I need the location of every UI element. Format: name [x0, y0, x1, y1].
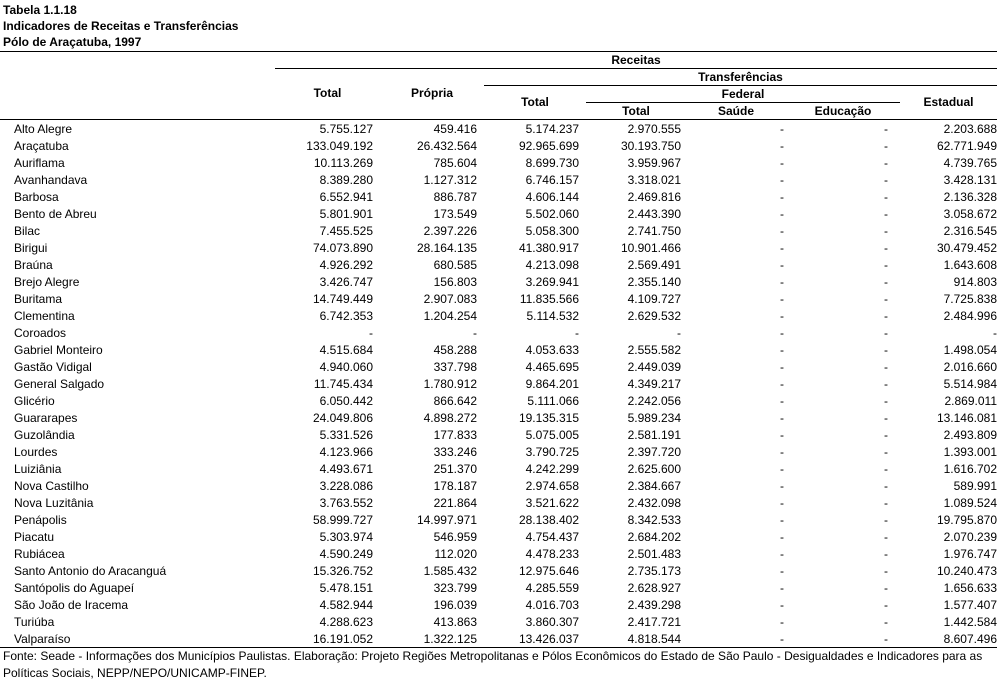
- header-total: Total: [313, 86, 342, 100]
- transferencias-total-cell: 5.114.532: [526, 309, 579, 323]
- municipality-cell: Alto Alegre: [14, 122, 73, 136]
- educacao-cell: -: [884, 360, 888, 374]
- table-row: [0, 172, 997, 189]
- total-cell: 6.742.353: [319, 309, 373, 323]
- saude-cell: -: [780, 258, 784, 272]
- transferencias-total-cell: 4.016.703: [525, 598, 579, 612]
- propria-cell: 196.039: [433, 598, 477, 612]
- federal-total-cell: -: [677, 326, 681, 340]
- table-title: Indicadores de Receitas e Transferências: [3, 19, 239, 33]
- table-row: [0, 291, 997, 308]
- propria-cell: 458.288: [433, 343, 477, 357]
- propria-cell: 459.416: [433, 122, 477, 136]
- propria-cell: 4.898.272: [423, 411, 477, 425]
- table-row: [0, 461, 997, 478]
- propria-cell: 173.549: [433, 207, 477, 221]
- total-cell: 7.455.525: [319, 224, 373, 238]
- saude-cell: -: [780, 598, 784, 612]
- federal-total-cell: 5.989.234: [627, 411, 681, 425]
- federal-total-cell: 2.555.582: [627, 343, 681, 357]
- table-row: [0, 376, 997, 393]
- table-row: [0, 631, 997, 648]
- table-row: [0, 597, 997, 614]
- estadual-cell: 914.803: [953, 275, 997, 289]
- federal-total-cell: 2.735.173: [627, 564, 681, 578]
- municipality-cell: Nova Castilho: [14, 479, 89, 493]
- total-cell: 6.552.941: [319, 190, 373, 204]
- transferencias-total-cell: 12.975.646: [518, 564, 579, 578]
- municipality-cell: Lourdes: [14, 445, 58, 459]
- total-cell: 14.749.449: [312, 292, 373, 306]
- table-row: [0, 393, 997, 410]
- total-cell: 4.940.060: [319, 360, 373, 374]
- federal-total-cell: 3.959.967: [627, 156, 681, 170]
- table-row: [0, 427, 997, 444]
- municipality-cell: Barbosa: [14, 190, 59, 204]
- educacao-cell: -: [884, 394, 888, 408]
- transferencias-total-cell: 4.754.437: [525, 530, 579, 544]
- saude-cell: -: [780, 479, 784, 493]
- transferencias-total-cell: 2.974.658: [525, 479, 579, 493]
- total-cell: 74.073.890: [312, 241, 373, 255]
- federal-total-cell: 2.741.750: [627, 224, 681, 238]
- educacao-cell: -: [884, 530, 888, 544]
- federal-total-cell: 2.684.202: [627, 530, 681, 544]
- municipality-cell: São João de Iracema: [14, 598, 129, 612]
- estadual-cell: 1.442.584: [943, 615, 997, 629]
- educacao-cell: -: [884, 326, 888, 340]
- propria-cell: 26.432.564: [416, 139, 477, 153]
- saude-cell: -: [780, 513, 784, 527]
- municipality-cell: Coroados: [14, 326, 67, 340]
- header-transferencias-total: Total: [521, 95, 549, 109]
- propria-cell: 177.833: [433, 428, 477, 442]
- federal-total-cell: 10.901.466: [620, 241, 681, 255]
- total-cell: 3.763.552: [319, 496, 373, 510]
- educacao-cell: -: [884, 258, 888, 272]
- estadual-cell: 1.643.608: [943, 258, 997, 272]
- estadual-cell: 19.795.870: [936, 513, 997, 527]
- educacao-cell: -: [884, 122, 888, 136]
- table-row: [0, 444, 997, 461]
- total-cell: 4.493.671: [319, 462, 373, 476]
- transferencias-total-cell: 5.075.005: [525, 428, 579, 442]
- educacao-cell: -: [884, 547, 888, 561]
- estadual-cell: 3.058.672: [943, 207, 997, 221]
- propria-cell: -: [473, 326, 477, 340]
- propria-cell: 866.642: [433, 394, 477, 408]
- transferencias-total-cell: 3.521.622: [525, 496, 579, 510]
- header-estadual: Estadual: [923, 95, 974, 109]
- propria-cell: 785.604: [433, 156, 477, 170]
- transferencias-total-cell: -: [575, 326, 579, 340]
- saude-cell: -: [780, 496, 784, 510]
- propria-cell: 156.803: [433, 275, 477, 289]
- estadual-cell: 3.428.131: [943, 173, 997, 187]
- table-row: [0, 308, 997, 325]
- estadual-cell: 1.498.054: [943, 343, 997, 357]
- saude-cell: -: [780, 547, 784, 561]
- saude-cell: -: [780, 581, 784, 595]
- municipality-cell: Gastão Vidigal: [14, 360, 92, 374]
- federal-total-cell: 3.318.021: [627, 173, 681, 187]
- estadual-cell: 1.089.524: [943, 496, 997, 510]
- total-cell: 11.745.434: [313, 377, 373, 391]
- municipality-cell: Gabriel Monteiro: [14, 343, 103, 357]
- federal-total-cell: 2.443.390: [627, 207, 681, 221]
- total-cell: 16.191.052: [312, 632, 373, 646]
- header-federal-total: Total: [622, 104, 650, 118]
- saude-cell: -: [780, 445, 784, 459]
- transferencias-total-cell: 4.606.144: [525, 190, 579, 204]
- propria-cell: 251.370: [433, 462, 477, 476]
- educacao-cell: -: [884, 598, 888, 612]
- municipality-cell: Avanhandava: [14, 173, 88, 187]
- table-row: [0, 257, 997, 274]
- educacao-cell: -: [884, 581, 888, 595]
- transferencias-total-cell: 4.465.695: [525, 360, 579, 374]
- propria-cell: 112.020: [434, 547, 477, 561]
- municipality-cell: Bilac: [14, 224, 41, 238]
- federal-total-cell: 2.417.721: [627, 615, 681, 629]
- federal-total-cell: 2.569.491: [627, 258, 681, 272]
- transferencias-total-cell: 3.269.941: [525, 275, 579, 289]
- saude-cell: -: [780, 428, 784, 442]
- estadual-cell: 4.739.765: [943, 156, 997, 170]
- table-number: Tabela 1.1.18: [3, 3, 77, 17]
- transferencias-total-cell: 5.502.060: [525, 207, 579, 221]
- propria-cell: 2.397.226: [423, 224, 477, 238]
- estadual-cell: 2.203.688: [943, 122, 997, 136]
- municipality-cell: Piacatu: [14, 530, 55, 544]
- transferencias-total-cell: 19.135.315: [518, 411, 579, 425]
- table-row: [0, 614, 997, 631]
- municipality-cell: Luiziânia: [14, 462, 62, 476]
- table-body: [0, 121, 997, 648]
- educacao-cell: -: [884, 632, 888, 646]
- header-federal: Federal: [721, 87, 765, 101]
- estadual-cell: 2.869.011: [944, 394, 997, 408]
- estadual-cell: 2.484.996: [943, 309, 997, 323]
- saude-cell: -: [780, 207, 784, 221]
- educacao-cell: -: [884, 241, 888, 255]
- transferencias-total-cell: 5.174.237: [525, 122, 579, 136]
- table-row: [0, 529, 997, 546]
- propria-cell: 323.799: [433, 581, 477, 595]
- header-propria: Própria: [410, 86, 453, 100]
- federal-total-cell: 4.109.727: [627, 292, 681, 306]
- table-row: [0, 359, 997, 376]
- municipality-cell: General Salgado: [14, 377, 105, 391]
- total-cell: 133.049.192: [306, 139, 373, 153]
- total-cell: 8.389.280: [319, 173, 373, 187]
- estadual-cell: 30.479.452: [936, 241, 997, 255]
- educacao-cell: -: [884, 615, 888, 629]
- transferencias-total-cell: 41.380.917: [518, 241, 579, 255]
- total-cell: 5.755.127: [319, 122, 373, 136]
- municipality-cell: Clementina: [14, 309, 75, 323]
- educacao-cell: -: [884, 377, 888, 391]
- header-educacao: Educação: [814, 104, 872, 118]
- propria-cell: 178.187: [433, 479, 477, 493]
- educacao-cell: -: [884, 190, 888, 204]
- table-row: [0, 121, 997, 138]
- transferencias-total-cell: 4.053.633: [525, 343, 579, 357]
- educacao-cell: -: [884, 139, 888, 153]
- transferencias-total-cell: 4.285.559: [525, 581, 579, 595]
- educacao-cell: -: [884, 462, 888, 476]
- educacao-cell: -: [884, 156, 888, 170]
- saude-cell: -: [780, 377, 784, 391]
- saude-cell: -: [780, 241, 784, 255]
- educacao-cell: -: [884, 428, 888, 442]
- table-row: [0, 206, 997, 223]
- total-cell: 5.801.901: [319, 207, 373, 221]
- propria-cell: 680.585: [433, 258, 477, 272]
- transferencias-total-cell: 92.965.699: [518, 139, 579, 153]
- header-receitas: Receitas: [611, 53, 661, 67]
- municipality-cell: Auriflama: [14, 156, 65, 170]
- table-row: [0, 512, 997, 529]
- total-cell: 5.303.974: [319, 530, 373, 544]
- educacao-cell: -: [884, 292, 888, 306]
- federal-total-cell: 2.628.927: [627, 581, 681, 595]
- table-row: [0, 325, 997, 342]
- educacao-cell: -: [884, 445, 888, 459]
- table-row: [0, 580, 997, 597]
- federal-total-cell: 4.818.544: [627, 632, 681, 646]
- estadual-cell: 8.607.496: [943, 632, 997, 646]
- transferencias-total-cell: 5.058.300: [525, 224, 579, 238]
- estadual-cell: 5.514.984: [943, 377, 997, 391]
- estadual-cell: 2.070.239: [943, 530, 997, 544]
- federal-total-cell: 2.355.140: [627, 275, 681, 289]
- transferencias-total-cell: 3.790.725: [525, 445, 579, 459]
- total-cell: 4.582.944: [319, 598, 373, 612]
- saude-cell: -: [780, 156, 784, 170]
- propria-cell: 886.787: [433, 190, 477, 204]
- federal-total-cell: 30.193.750: [620, 139, 681, 153]
- total-cell: 3.426.747: [319, 275, 373, 289]
- saude-cell: -: [780, 224, 784, 238]
- total-cell: 5.478.151: [319, 581, 373, 595]
- educacao-cell: -: [884, 343, 888, 357]
- saude-cell: -: [780, 139, 784, 153]
- educacao-cell: -: [884, 479, 888, 493]
- municipality-cell: Guzolândia: [14, 428, 75, 442]
- federal-total-cell: 4.349.217: [627, 377, 681, 391]
- educacao-cell: -: [884, 411, 888, 425]
- total-cell: 4.926.292: [319, 258, 373, 272]
- federal-total-cell: 2.469.816: [627, 190, 681, 204]
- estadual-cell: 2.316.545: [943, 224, 997, 238]
- federal-total-cell: 2.581.191: [627, 428, 681, 442]
- federal-total-cell: 2.242.056: [627, 394, 681, 408]
- total-cell: 4.288.623: [319, 615, 373, 629]
- estadual-cell: 1.393.001: [943, 445, 997, 459]
- total-cell: 3.228.086: [319, 479, 373, 493]
- saude-cell: -: [780, 343, 784, 357]
- table-row: [0, 478, 997, 495]
- saude-cell: -: [780, 394, 784, 408]
- estadual-cell: 10.240.473: [936, 564, 997, 578]
- transferencias-total-cell: 3.860.307: [525, 615, 579, 629]
- table-row: [0, 155, 997, 172]
- educacao-cell: -: [884, 275, 888, 289]
- saude-cell: -: [780, 564, 784, 578]
- saude-cell: -: [780, 309, 784, 323]
- educacao-cell: -: [884, 496, 888, 510]
- municipality-cell: Buritama: [14, 292, 63, 306]
- federal-total-cell: 2.384.667: [627, 479, 681, 493]
- saude-cell: -: [780, 615, 784, 629]
- total-cell: -: [369, 326, 373, 340]
- federal-total-cell: 2.449.039: [627, 360, 681, 374]
- transferencias-total-cell: 4.242.299: [525, 462, 579, 476]
- saude-cell: -: [780, 173, 784, 187]
- estadual-cell: 1.656.633: [943, 581, 997, 595]
- municipality-cell: Brejo Alegre: [14, 275, 80, 289]
- table-row: [0, 342, 997, 359]
- saude-cell: -: [780, 292, 784, 306]
- municipality-cell: Araçatuba: [14, 139, 69, 153]
- total-cell: 10.113.269: [313, 156, 373, 170]
- total-cell: 4.515.684: [319, 343, 373, 357]
- source-note: Fonte: Seade - Informações dos Municípios Paulistas. Elaboração: Projeto Regiões Metropolitanas e Pólos Econômicos do Estado de São Paulo - Desigualdades e Indicadores para as Políticas Sociais, NEPP/NEPO/UNICAMP-FINEP.: [3, 649, 983, 680]
- estadual-cell: 2.493.809: [943, 428, 997, 442]
- propria-cell: 14.997.971: [416, 513, 477, 527]
- table-row: [0, 223, 997, 240]
- municipality-cell: Valparaíso: [14, 632, 71, 646]
- header-transferencias: Transferências: [698, 70, 783, 84]
- municipality-cell: Santópolis do Aguapeí: [14, 581, 135, 595]
- propria-cell: 333.246: [433, 445, 477, 459]
- educacao-cell: -: [884, 224, 888, 238]
- saude-cell: -: [780, 462, 784, 476]
- transferencias-total-cell: 4.213.098: [525, 258, 579, 272]
- saude-cell: -: [780, 275, 784, 289]
- table-row: [0, 138, 997, 155]
- table-row: [0, 495, 997, 512]
- transferencias-total-cell: 5.111.066: [527, 394, 579, 408]
- estadual-cell: 1.616.702: [943, 462, 997, 476]
- saude-cell: -: [780, 122, 784, 136]
- estadual-cell: 589.991: [953, 479, 997, 493]
- transferencias-total-cell: 9.864.201: [525, 377, 579, 391]
- municipality-cell: Glicério: [14, 394, 55, 408]
- total-cell: 4.590.249: [319, 547, 373, 561]
- educacao-cell: -: [884, 173, 888, 187]
- total-cell: 6.050.442: [319, 394, 373, 408]
- propria-cell: 2.907.083: [423, 292, 477, 306]
- total-cell: 15.326.752: [312, 564, 373, 578]
- propria-cell: 337.798: [433, 360, 477, 374]
- saude-cell: -: [780, 530, 784, 544]
- municipality-cell: Guararapes: [14, 411, 78, 425]
- table-subtitle: Pólo de Araçatuba, 1997: [3, 35, 142, 49]
- transferencias-total-cell: 8.699.730: [525, 156, 579, 170]
- federal-total-cell: 8.342.533: [627, 513, 681, 527]
- transferencias-total-cell: 28.138.402: [518, 513, 579, 527]
- saude-cell: -: [780, 190, 784, 204]
- federal-total-cell: 2.625.600: [627, 462, 681, 476]
- federal-total-cell: 2.629.532: [627, 309, 681, 323]
- saude-cell: -: [780, 360, 784, 374]
- federal-total-cell: 2.970.555: [627, 122, 681, 136]
- educacao-cell: -: [884, 309, 888, 323]
- table-row: [0, 274, 997, 291]
- saude-cell: -: [780, 326, 784, 340]
- header-saude: Saúde: [717, 104, 754, 118]
- estadual-cell: 1.577.407: [943, 598, 997, 612]
- municipality-cell: Turiúba: [14, 615, 55, 629]
- propria-cell: 413.863: [433, 615, 477, 629]
- transferencias-total-cell: 11.835.566: [519, 292, 579, 306]
- table-row: [0, 240, 997, 257]
- estadual-cell: 62.771.949: [936, 139, 997, 153]
- municipality-cell: Nova Luzitânia: [14, 496, 94, 510]
- municipality-cell: Santo Antonio do Aracanguá: [14, 564, 167, 578]
- table-row: [0, 189, 997, 206]
- propria-cell: 546.959: [433, 530, 477, 544]
- federal-total-cell: 2.432.098: [627, 496, 681, 510]
- municipality-cell: Bento de Abreu: [14, 207, 97, 221]
- estadual-cell: -: [993, 326, 997, 340]
- educacao-cell: -: [884, 513, 888, 527]
- total-cell: 24.049.806: [312, 411, 373, 425]
- federal-total-cell: 2.501.483: [627, 547, 681, 561]
- saude-cell: -: [780, 411, 784, 425]
- transferencias-total-cell: 13.426.037: [518, 632, 579, 646]
- propria-cell: 1.204.254: [423, 309, 477, 323]
- table-row: [0, 410, 997, 427]
- total-cell: 5.331.526: [319, 428, 373, 442]
- transferencias-total-cell: 4.478.233: [525, 547, 579, 561]
- table-row: [0, 563, 997, 580]
- estadual-cell: 1.976.747: [943, 547, 997, 561]
- propria-cell: 221.864: [433, 496, 477, 510]
- estadual-cell: 2.136.328: [943, 190, 997, 204]
- municipality-cell: Birigui: [14, 241, 48, 255]
- propria-cell: 1.780.912: [423, 377, 477, 391]
- propria-cell: 1.585.432: [423, 564, 477, 578]
- header-bottom-rule: [0, 119, 997, 120]
- educacao-cell: -: [884, 207, 888, 221]
- total-cell: 4.123.966: [319, 445, 373, 459]
- municipality-cell: Braúna: [14, 258, 53, 272]
- propria-cell: 1.127.312: [423, 173, 477, 187]
- table-row: [0, 546, 997, 563]
- total-cell: 58.999.727: [312, 513, 373, 527]
- propria-cell: 28.164.135: [416, 241, 477, 255]
- federal-total-cell: 2.439.298: [627, 598, 681, 612]
- saude-cell: -: [780, 632, 784, 646]
- municipality-cell: Rubiácea: [14, 547, 65, 561]
- federal-total-cell: 2.397.720: [627, 445, 681, 459]
- estadual-cell: 2.016.660: [943, 360, 997, 374]
- transferencias-total-cell: 6.746.157: [525, 173, 579, 187]
- municipality-cell: Penápolis: [14, 513, 67, 527]
- educacao-cell: -: [884, 564, 888, 578]
- propria-cell: 1.322.125: [423, 632, 477, 646]
- data-table: [0, 121, 997, 648]
- estadual-cell: 7.725.838: [943, 292, 997, 306]
- estadual-cell: 13.146.081: [936, 411, 997, 425]
